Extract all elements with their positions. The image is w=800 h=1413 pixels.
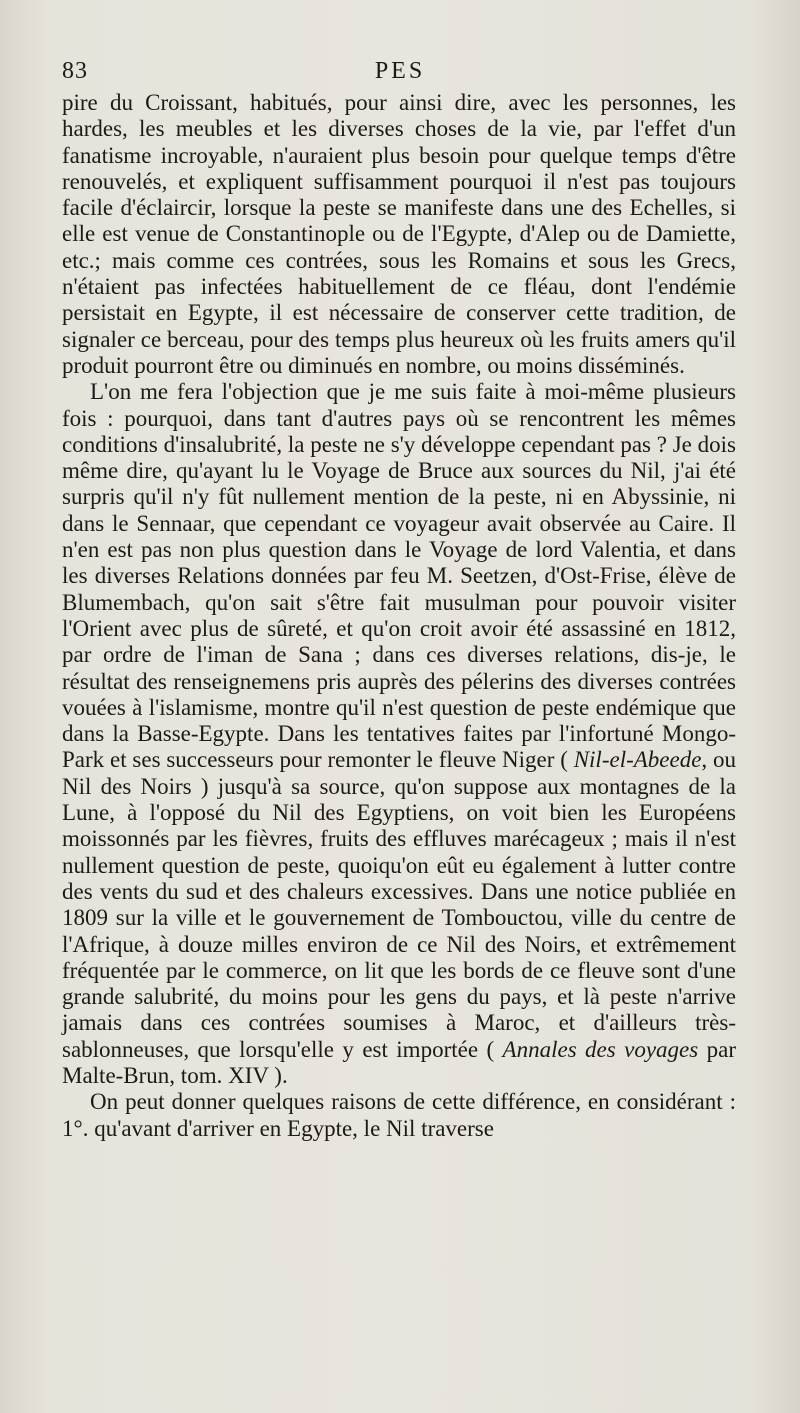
paragraph-objection xyxy=(62,379,736,1089)
body-text xyxy=(62,90,736,1142)
paragraph-text: L'on me fera l'objection que je me suis faite à moi-même plusieurs fois : pourquoi, dans tant d'autres pays où se rencontrent les mêmes conditions d'insalubrité, la peste ne s'y développe cependant pas ? Je dois même dire, qu'ayant lu le Voyage de Bruce aux sources du Nil, j'ai été surpris qu'il n'y fût nullement mention de la peste, ni en Abyssinie, ni dans le Sennaar, que cependant ce voyageur avait observée au Caire. Il n'en est pas non plus question dans le Voyage de lord Valentia, et dans les diverses Relations données par feu M. Seetzen, d'Ost-Frise, élève de Blumembach, qu'on sait s'être fait musulman pour pouvoir visiter l'Orient avec plus de sûreté, et qu'on croit avoir été assassiné en 1812, par ordre de l'iman de Sana ; dans ces diverses relations, dis-je, le résultat des renseignemens pris auprès des pélerins des diverses contrées vouées à l'islamisme, montre qu'il n'est question de peste endémique que dans la Basse-Egypte. Dans les tentatives faites par l'infortuné Mongo-Park et ses successeurs pour remonter le fleuve Niger ( xyxy=(62,379,736,773)
italic-citation: Annales des voyages xyxy=(502,1036,699,1062)
paragraph-continued: pire du Croissant, habitués, pour ainsi dire, avec les personnes, les hardes, les meubles et les diverses choses de la vie, par l'effet d'un fanatisme incroyable, n'auraient plus besoin pour quelque temps d'être renouvelés, et expliquent suffisamment pourquoi il n'est pas toujours facile d'éclaircir, lorsque la peste se manifeste dans une des Echelles, si elle est venue de Constantinople ou de l'Egypte, d'Alep ou de Damiette, etc.; mais comme ces contrées, sous les Romains et sous les Grecs, n'étaient pas infectées habituellement de ce fléau, dont l'endémie persistait en Egypte, il est nécessaire de conserver cette tradition, de signaler ce berceau, pour des temps plus heureux où les fruits amers qu'il produit pourront être ou diminués en nombre, ou moins disséminés. xyxy=(62,90,736,378)
paragraph-text: , ou Nil des Noirs ) jusqu'à sa source, qu'on suppose aux montagnes de la Lune, à l'opposé du Nil des Egyptiens, on voit bien les Européens moissonnés par les fièvres, fruits des effluves marécageux ; mais il n'est nullement question de peste, quoiqu'on eût eu également à lutter contre des vents du sud et des chaleurs excessives. Dans une notice publiée en 1809 sur la ville et le gouvernement de Tombouctou, ville du centre de l'Afrique, à douze milles environ de ce Nil des Noirs, et extrêmement fréquentée par le commerce, on lit que les bords de ce fleuve sont d'une grande salubrité, du moins pour les gens du pays, et là peste n'arrive jamais dans ces contrées soumises à Maroc, et d'ailleurs très-sablonneuses, que lorsqu'elle y est importée ( xyxy=(62,747,736,1062)
running-title: PES xyxy=(374,58,426,84)
italic-term: Nil-el-Abeede xyxy=(573,747,702,773)
running-head xyxy=(62,58,738,88)
paragraph-text: par Malte-Brun, tom. XIV ). xyxy=(62,1036,737,1088)
page-number: 83 xyxy=(62,58,88,84)
paragraph-reasons: On peut donner quelques raisons de cette différence, en considérant : 1°. qu'avant d'arriver en Egypte, le Nil traverse xyxy=(62,1089,736,1141)
